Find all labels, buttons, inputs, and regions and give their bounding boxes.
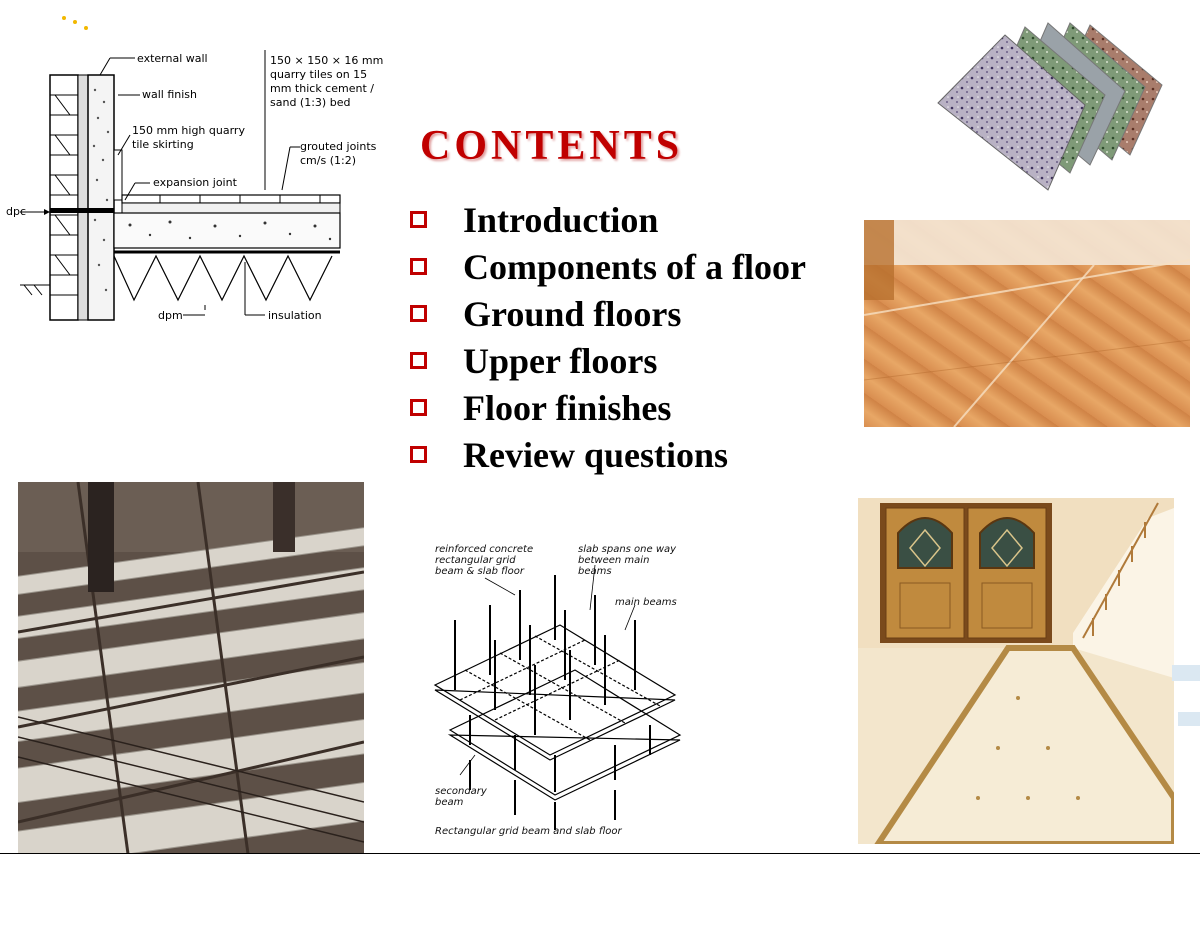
- checkbox-bullet-icon: [410, 446, 427, 463]
- list-item: [410, 431, 806, 478]
- list-item: [410, 337, 806, 384]
- terrazzo-tiles-photo: [930, 15, 1170, 200]
- label-external-wall: external wall: [137, 52, 208, 65]
- checkbox-bullet-icon: [410, 258, 427, 275]
- label-grouted-joints: grouted joints cm/s (1:2): [300, 140, 377, 167]
- decor-dot: [84, 26, 88, 30]
- terrazzo-tiles-drawing: [930, 15, 1170, 200]
- parquet-floor-photo: [864, 220, 1190, 427]
- decor-bar: [1178, 712, 1200, 726]
- label-wall-finish: wall finish: [142, 88, 198, 101]
- list-item: [410, 384, 806, 431]
- contents-list: [410, 196, 806, 478]
- label-expansion-joint: expansion joint: [153, 176, 237, 189]
- label-grid-caption: Rectangular grid beam and slab floor: [435, 826, 622, 837]
- parquet-floor-drawing: [864, 220, 1190, 427]
- label-dpc: dpc: [6, 205, 27, 218]
- checkbox-bullet-icon: [410, 305, 427, 322]
- list-item-label: Components of a floor: [463, 246, 806, 287]
- list-item: [410, 243, 806, 290]
- floor-section-diagram: [0, 40, 400, 340]
- label-skirting: 150 mm high quarry tile skirting: [132, 124, 245, 151]
- concrete-beams-photo: [18, 482, 364, 854]
- list-item-label: Introduction: [463, 199, 659, 240]
- grid-beam-diagram: [425, 540, 685, 840]
- label-insulation: insulation: [268, 309, 322, 322]
- list-item-label: Floor finishes: [463, 387, 672, 428]
- divider-line: [0, 853, 1200, 854]
- concrete-beams-drawing: [18, 482, 364, 854]
- marble-hall-drawing: [858, 498, 1174, 844]
- label-rc-floor: reinforced concrete rectangular grid beam & slab floor: [435, 544, 534, 577]
- contents-title: CONTENTS: [420, 123, 684, 169]
- label-tiles: 150 × 150 × 16 mm quarry tiles on 15 mm thick cement / sand (1:3) bed: [270, 54, 384, 109]
- decor-dot: [62, 16, 66, 20]
- label-slab-spans: slab spans one way between main beams: [578, 544, 677, 577]
- label-secondary-beam: secondary beam: [435, 786, 487, 808]
- label-main-beams: main beams: [615, 597, 677, 608]
- decor-bar: [1172, 665, 1200, 681]
- list-item-label: Ground floors: [463, 293, 682, 334]
- decor-dot: [73, 20, 77, 24]
- list-item-label: Upper floors: [463, 340, 658, 381]
- marble-hall-photo: [858, 498, 1174, 844]
- checkbox-bullet-icon: [410, 352, 427, 369]
- list-item: [410, 290, 806, 337]
- list-item: [410, 196, 806, 243]
- label-dpm: dpm: [158, 309, 183, 322]
- list-item-label: Review questions: [463, 434, 729, 475]
- checkbox-bullet-icon: [410, 399, 427, 416]
- checkbox-bullet-icon: [410, 211, 427, 228]
